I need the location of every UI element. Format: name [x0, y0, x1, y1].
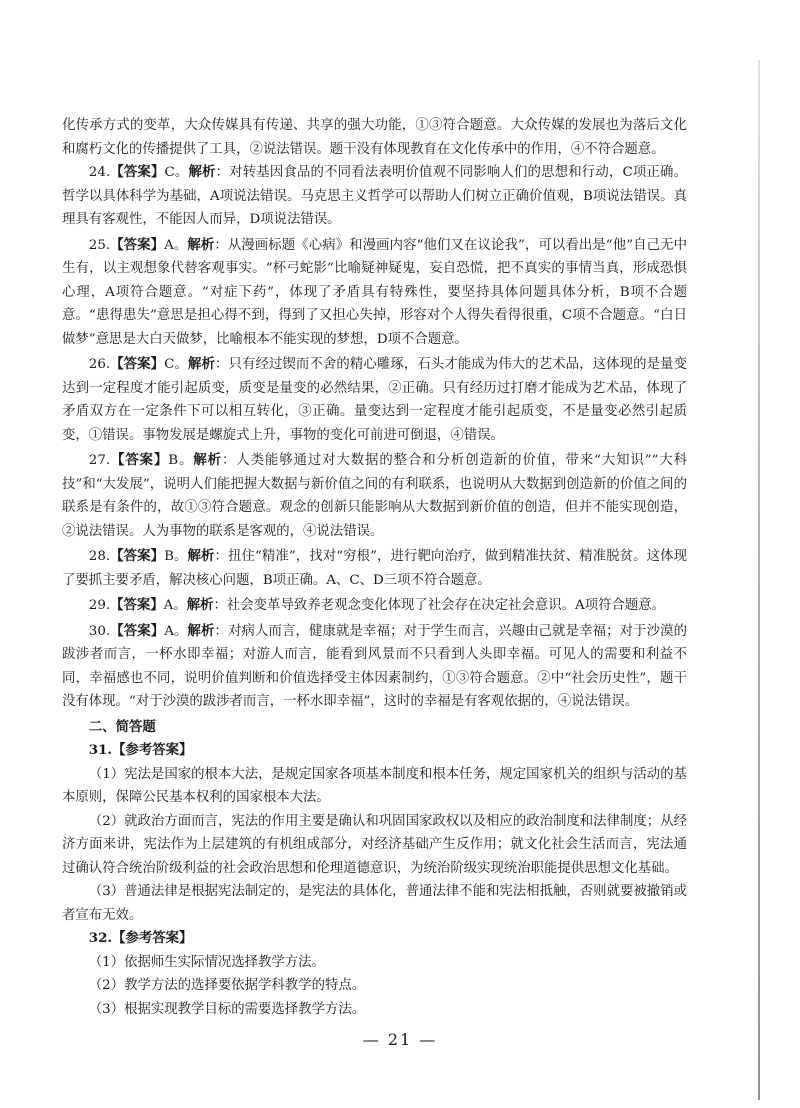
scan-edge-line [758, 60, 760, 1100]
answer-item [62, 545, 687, 592]
q31-point: （2）就政治方面而言，宪法的作用主要是确认和巩固国家政权以及相应的政治制度和法律制度；从经济方面来讲，宪法作为上层建筑的有机组成部分，对经济基础产生反作用；就文化社会生活而言，宪法通过确认符合统治阶级利益的社会政治思想和伦理道德意识，为统治阶级实现统治职能提供思想文化基础。 [62, 813, 687, 876]
intro-paragraph: 化传承方式的变革，大众传媒具有传递、共享的强大功能，①③符合题意。大众传媒的发展也为落后文化和腐朽文化的传播提供了工具，②说法错误。题干没有体现教育在文化传承中的作用，④不符合题意。 [62, 118, 687, 157]
section-title: 二、简答题 [88, 718, 156, 735]
analysis-text: ：人类能够通过对大数据的整合和分析创造新的价值，带来“大知识”“大科技”和“大发展”，说明人们能把握大数据与新价值之间的有利联系，也说明从大数据到创造新的价值之间的联系是有条件的，故①③符合题意。观念的创新只能影响从大数据到新价值的创造，但并不能实现创造，②说法错误。人为事物的联系是客观的，④说法错误。 [62, 453, 688, 539]
answer-number: 30. [88, 623, 111, 639]
answer-item [62, 353, 687, 447]
answer-item [62, 449, 687, 543]
answer-choice: C。 [164, 357, 188, 372]
answer-tag: 【答案】 [110, 597, 164, 613]
answer-choice: A。 [164, 623, 188, 639]
analysis-label: 解析 [186, 597, 214, 613]
answer-list [62, 161, 687, 714]
analysis-text: ：对病人而言，健康就是幸福；对于学生而言，兴趣由己就是幸福；对于沙漠的跋涉者而言，一杯水即幸福；对游人而言，能看到风景而不只看到人头即幸福。可见人的需要和利益不同，幸福感也不同，说明价值判断和价值选择受主体因素制约，①③符合题意。②中“社会历史性”，题干没有体现。“对于沙漠的跋涉者而言，一杯水即幸福”，这时的幸福是有客观依据的，④说法错误。 [62, 623, 688, 709]
analysis-text: ：扭住“精准”，找对“穷根”，进行靶向治疗，做到精准扶贫、精准脱贫。这体现了要抓主要矛盾，解决核心问题，B项正确。A、C、D三项不符合题意。 [62, 549, 688, 588]
answer-tag: 【答案】 [110, 164, 165, 180]
q31-point: （3）普通法律是根据宪法制定的，是宪法的具体化，普通法律不能和宪法相抵触，否则就要被撤销或者宣布无效。 [62, 884, 687, 923]
answer-choice: B。 [168, 453, 194, 468]
q31-heading: 31.【参考答案】 [88, 742, 193, 758]
document-body [62, 114, 687, 1021]
answer-tag: 【答案】 [110, 236, 165, 253]
answer-number: 25. [88, 237, 111, 253]
q32-point: （1）依据师生实际情况选择教学方法。 [88, 954, 325, 970]
q32-point: （2）教学方法的选择要依据学科教学的特点。 [88, 978, 366, 993]
answer-choice: A。 [164, 237, 188, 253]
q32-points [62, 951, 687, 1022]
answer-choice: C。 [164, 165, 189, 180]
page-number: — 21 — [362, 1030, 438, 1049]
answer-number: 28. [88, 549, 111, 564]
q32-point: （3）根据实现教学目标的需要选择教学方法。 [88, 1001, 366, 1017]
analysis-text: ：只有经过锲而不舍的精心雕琢，石头才能成为伟大的艺术品，这体现的是量变达到一定程度才能引起质变，质变是量变的必然结果，②正确。只有经历过打磨才能成为艺术品，体现了矛盾双方在一定条件下可以相互转化，③正确。量变达到一定程度才能引起质变，不是量变必然引起质变，①错误。事物发展是螺旋式上升，事物的变化可前进可倒退，④错误。 [62, 357, 688, 443]
answer-number: 24. [88, 165, 111, 180]
answer-tag: 【答案】 [110, 452, 169, 468]
analysis-label: 解析 [193, 452, 222, 468]
answer-number: 26. [88, 357, 111, 372]
q31-points [62, 763, 687, 928]
analysis-label: 解析 [187, 236, 215, 253]
answer-tag: 【答案】 [110, 548, 165, 564]
answer-choice: B。 [164, 549, 188, 564]
answer-number: 27. [88, 453, 111, 468]
analysis-text: ：对转基因食品的不同看法表明价值观不同影响人们的思想和行动，C项正确。哲学以具体科学为基础，A项说法错误。马克思主义哲学可以帮助人们树立正确价值观，B项说法错误。真理具有客观性，不能因人而异，D项说法错误。 [62, 165, 687, 227]
answer-item [62, 594, 687, 618]
analysis-text: ：社会变革导致养老观念变化体现了社会存在决定社会意识。A项符合题意。 [213, 598, 666, 613]
analysis-label: 解析 [187, 548, 215, 564]
q32-heading: 32.【参考答案】 [88, 930, 193, 946]
analysis-label: 解析 [188, 356, 215, 372]
answer-tag: 【答案】 [110, 356, 165, 372]
answer-choice: A。 [163, 598, 187, 613]
q31-point: （1）宪法是国家的根本大法，是规定国家各项基本制度和根本任务，规定国家机关的组织与活动的基本原则，保障公民基本权利的国家根本大法。 [62, 766, 687, 805]
answer-tag: 【答案】 [110, 622, 165, 639]
answer-number: 29. [88, 598, 111, 613]
analysis-label: 解析 [187, 622, 215, 639]
answer-item [62, 161, 687, 232]
answer-item [62, 234, 687, 352]
analysis-text: ：从漫画标题《心病》和漫画内容“他们又在议论我”，可以看出是“他”自己无中生有，以主观想象代替客观事实。“杯弓蛇影”比喻疑神疑鬼，妄自恐慌，把不真实的事情当真，形成恐惧心理，A项符合题意。“对症下药”，体现了矛盾具有特殊性，要坚持具体问题具体分析，B项不合题意。“患得患失”意思是担心得不到，得到了又担心失掉，形容对个人得失看得很重，C项不合题意。“白日做梦”意思是大白天做梦，比喻根本不能实现的梦想，D项不合题意。 [62, 237, 687, 347]
analysis-label: 解析 [188, 164, 216, 180]
answer-item [62, 620, 687, 714]
